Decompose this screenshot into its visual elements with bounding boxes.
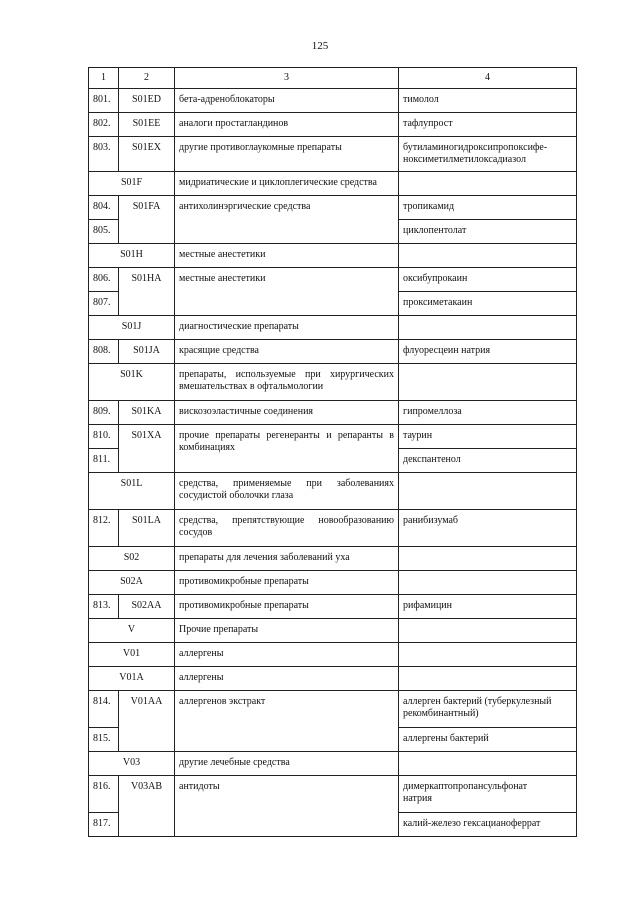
table-row bbox=[89, 340, 577, 364]
group-name: противомикробные препараты bbox=[175, 595, 399, 619]
row-number: 801. bbox=[89, 89, 119, 113]
table-row bbox=[89, 425, 577, 449]
empty-cell bbox=[399, 752, 577, 776]
group-name: другие противоглаукомные препараты bbox=[175, 137, 399, 172]
row-number: 803. bbox=[89, 137, 119, 172]
table-row bbox=[89, 89, 577, 113]
empty-cell bbox=[399, 244, 577, 268]
atc-code: V bbox=[89, 619, 175, 643]
atc-code: S02 bbox=[89, 547, 175, 571]
atc-code: S02A bbox=[89, 571, 175, 595]
drug-name: калий-железо гексацианоферрат bbox=[399, 813, 577, 837]
atc-code: S01K bbox=[89, 364, 175, 401]
drug-name: декспантенол bbox=[399, 449, 577, 473]
group-header-row bbox=[89, 316, 577, 340]
group-header-row bbox=[89, 244, 577, 268]
table-row bbox=[89, 113, 577, 137]
atc-code: V01A bbox=[89, 667, 175, 691]
row-number: 814. bbox=[89, 691, 119, 728]
group-header-row bbox=[89, 619, 577, 643]
drug-name: проксиметакаин bbox=[399, 292, 577, 316]
table-row bbox=[89, 510, 577, 547]
drug-name: тропикамид bbox=[399, 196, 577, 220]
group-name: противомикробные препараты bbox=[175, 571, 399, 595]
group-name: антихолинэргические средства bbox=[175, 196, 399, 244]
atc-code: S01JA bbox=[119, 340, 175, 364]
atc-code: S01FA bbox=[119, 196, 175, 244]
empty-cell bbox=[399, 547, 577, 571]
drug-name: рифамицин bbox=[399, 595, 577, 619]
atc-code: S01F bbox=[89, 172, 175, 196]
group-header-row bbox=[89, 571, 577, 595]
empty-cell bbox=[399, 619, 577, 643]
col-header-4: 4 bbox=[399, 68, 577, 89]
table-row bbox=[89, 268, 577, 292]
group-name: аллергены bbox=[175, 667, 399, 691]
group-header-row bbox=[89, 547, 577, 571]
group-name: Прочие препараты bbox=[175, 619, 399, 643]
group-name bbox=[175, 510, 399, 547]
atc-code: S01LA bbox=[119, 510, 175, 547]
group-name-line: комбинациях bbox=[179, 442, 236, 453]
group-name: другие лечебные средства bbox=[175, 752, 399, 776]
col-header-1: 1 bbox=[89, 68, 119, 89]
drug-name: ранибизумаб bbox=[399, 510, 577, 547]
atc-code: S01EX bbox=[119, 137, 175, 172]
group-name: вискозоэластичные соединения bbox=[175, 401, 399, 425]
group-header-row bbox=[89, 752, 577, 776]
drug-name: бутиламиногидроксипропоксифе-ноксиметилметилоксадиазол bbox=[399, 137, 577, 172]
drug-name: тафлупрост bbox=[399, 113, 577, 137]
row-number: 816. bbox=[89, 776, 119, 813]
atc-code: S01KA bbox=[119, 401, 175, 425]
page-number: 125 bbox=[311, 40, 329, 52]
atc-code: S01EE bbox=[119, 113, 175, 137]
drug-name bbox=[399, 691, 577, 728]
group-header-row bbox=[89, 643, 577, 667]
group-name: аналоги простагландинов bbox=[175, 113, 399, 137]
group-name-line: сосудов bbox=[179, 527, 213, 538]
atc-code: V03AB bbox=[119, 776, 175, 837]
group-name bbox=[175, 364, 399, 401]
drug-name: флуоресцеин натрия bbox=[399, 340, 577, 364]
empty-cell bbox=[399, 571, 577, 595]
group-name bbox=[175, 473, 399, 510]
row-number: 807. bbox=[89, 292, 119, 316]
empty-cell bbox=[399, 473, 577, 510]
group-name: аллергены bbox=[175, 643, 399, 667]
group-name-line: препараты, используемые при хирургических bbox=[179, 369, 394, 380]
row-number: 811. bbox=[89, 449, 119, 473]
table-row bbox=[89, 595, 577, 619]
atc-code: S01L bbox=[89, 473, 175, 510]
drug-name: таурин bbox=[399, 425, 577, 449]
row-number: 810. bbox=[89, 425, 119, 449]
table-row bbox=[89, 691, 577, 728]
empty-cell bbox=[399, 643, 577, 667]
row-number: 808. bbox=[89, 340, 119, 364]
row-number: 806. bbox=[89, 268, 119, 292]
group-name: местные анестетики bbox=[175, 244, 399, 268]
col-header-2: 2 bbox=[119, 68, 175, 89]
drug-name-line: натрия bbox=[403, 793, 432, 804]
group-name bbox=[175, 425, 399, 473]
drug-name: тимолол bbox=[399, 89, 577, 113]
group-name-line: средства, препятствующие новообразованию bbox=[179, 515, 394, 526]
group-header-row bbox=[89, 667, 577, 691]
drug-name: гипромеллоза bbox=[399, 401, 577, 425]
drug-name-line: димеркаптопропансульфонат bbox=[403, 781, 528, 792]
group-header-row bbox=[89, 364, 577, 401]
group-name: местные анестетики bbox=[175, 268, 399, 316]
drug-name: аллергены бактерий bbox=[399, 728, 577, 752]
drug-name-line: аллерген бактерий (туберкулезный bbox=[403, 696, 552, 707]
atc-code: S01H bbox=[89, 244, 175, 268]
group-name-line: прочие препараты регенеранты и репаранты в bbox=[179, 430, 394, 441]
drug-name: оксибупрокаин bbox=[399, 268, 577, 292]
col-header-3: 3 bbox=[175, 68, 399, 89]
table-row bbox=[89, 401, 577, 425]
group-name: антидоты bbox=[175, 776, 399, 837]
row-number: 802. bbox=[89, 113, 119, 137]
empty-cell bbox=[399, 667, 577, 691]
header-row bbox=[89, 68, 577, 89]
table-row bbox=[89, 196, 577, 220]
group-name: диагностические препараты bbox=[175, 316, 399, 340]
group-name: мидриатические и циклоплегические средства bbox=[175, 172, 399, 196]
atc-code: S01HA bbox=[119, 268, 175, 316]
row-number: 804. bbox=[89, 196, 119, 220]
atc-code: S02AA bbox=[119, 595, 175, 619]
drug-name-line: рекомбинантный) bbox=[403, 708, 479, 719]
empty-cell bbox=[399, 172, 577, 196]
table-row bbox=[89, 776, 577, 813]
atc-code: S01J bbox=[89, 316, 175, 340]
group-name: препараты для лечения заболеваний уха bbox=[175, 547, 399, 571]
atc-code: V03 bbox=[89, 752, 175, 776]
row-number: 815. bbox=[89, 728, 119, 752]
table-row bbox=[89, 137, 577, 172]
group-name-line: вмешательствах в офтальмологии bbox=[179, 381, 324, 392]
group-name-line: сосудистой оболочки глаза bbox=[179, 490, 294, 501]
group-name: аллергенов экстракт bbox=[175, 691, 399, 752]
atc-code: S01ED bbox=[119, 89, 175, 113]
group-name: бета-адреноблокаторы bbox=[175, 89, 399, 113]
row-number: 817. bbox=[89, 813, 119, 837]
group-name-line: средства, применяемые при заболеваниях bbox=[179, 478, 394, 489]
drug-name: циклопентолат bbox=[399, 220, 577, 244]
row-number: 809. bbox=[89, 401, 119, 425]
row-number: 813. bbox=[89, 595, 119, 619]
empty-cell bbox=[399, 316, 577, 340]
row-number: 812. bbox=[89, 510, 119, 547]
atc-code: S01XA bbox=[119, 425, 175, 473]
group-header-row bbox=[89, 172, 577, 196]
empty-cell bbox=[399, 364, 577, 401]
atc-code: V01 bbox=[89, 643, 175, 667]
row-number: 805. bbox=[89, 220, 119, 244]
group-name: красящие средства bbox=[175, 340, 399, 364]
atc-code: V01AA bbox=[119, 691, 175, 752]
drug-table bbox=[88, 67, 577, 837]
drug-name bbox=[399, 776, 577, 813]
group-header-row bbox=[89, 473, 577, 510]
